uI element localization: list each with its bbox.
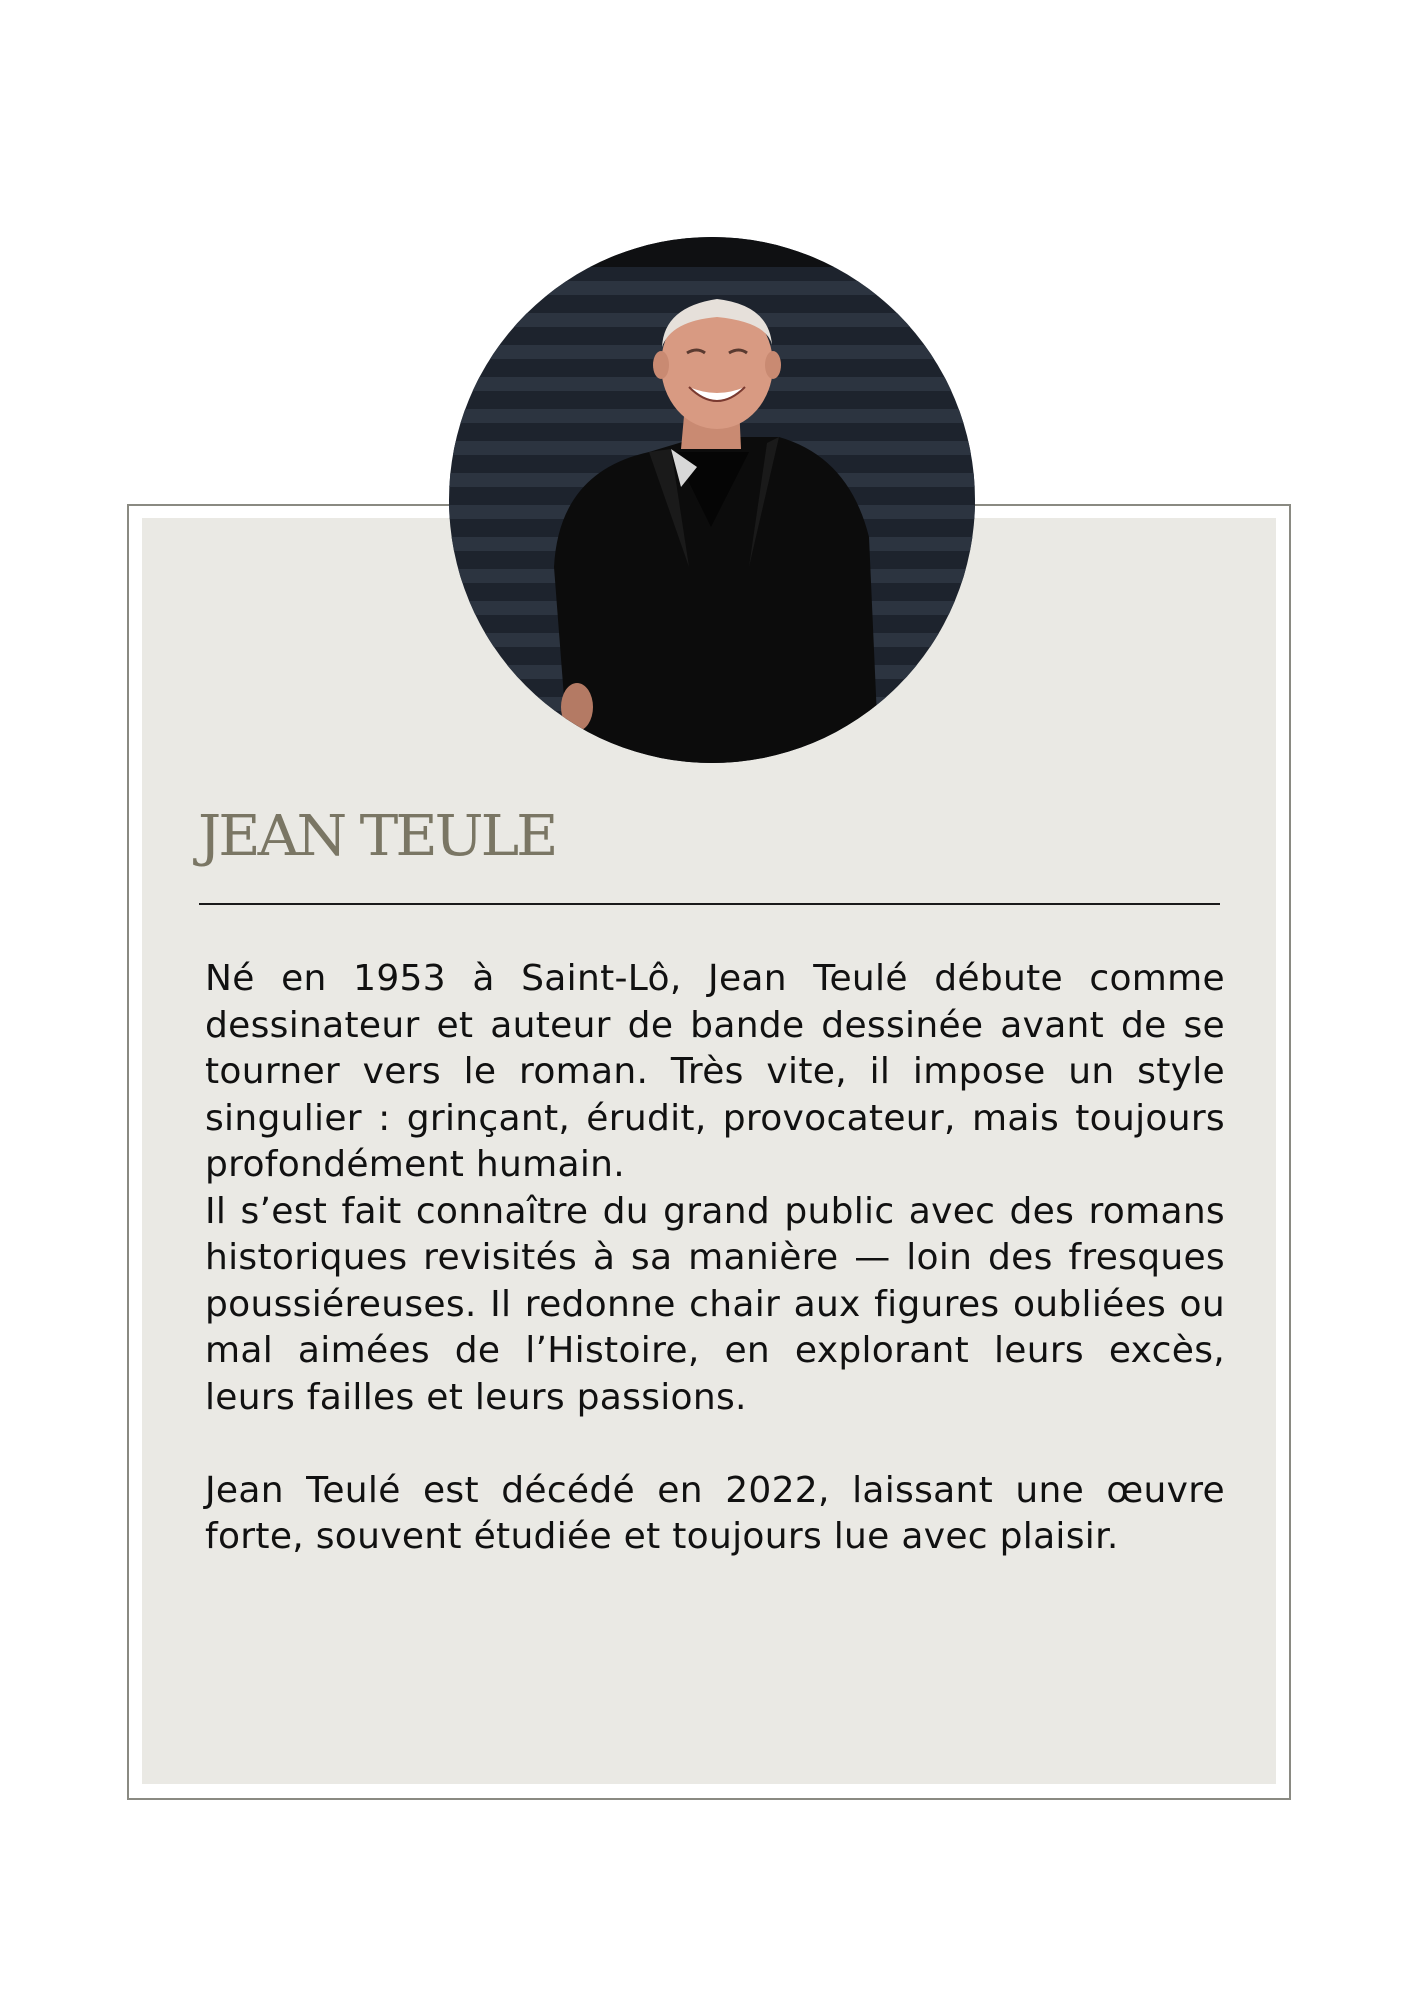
author-photo (449, 237, 975, 763)
divider (199, 903, 1220, 905)
bio-paragraph-1: Né en 1953 à Saint-Lô, Jean Teulé débute comme dessinateur et auteur de bande dessinée avant de se tourner vers le roman. Très vite, il impose un style singulier : grinçant, érudit, provocateur, mais toujours profondément humain. (205, 958, 1225, 1185)
bio-text (205, 956, 1225, 1561)
author-name: JEAN TEULE (198, 803, 556, 869)
bio-paragraph-3: Jean Teulé est décédé en 2022, laissant une œuvre forte, souvent étudiée et toujours lue avec plaisir. (205, 1469, 1225, 1557)
portrait-photo (449, 237, 975, 763)
bio-paragraph-2: Il s’est fait connaître du grand public avec des romans historiques revisités à sa manière — loin des fresques poussiéreuses. Il redonne chair aux figures oubliées ou mal aimées de l’Histoire, en explorant leurs excès, leurs failles et leurs passions. (205, 1190, 1225, 1418)
